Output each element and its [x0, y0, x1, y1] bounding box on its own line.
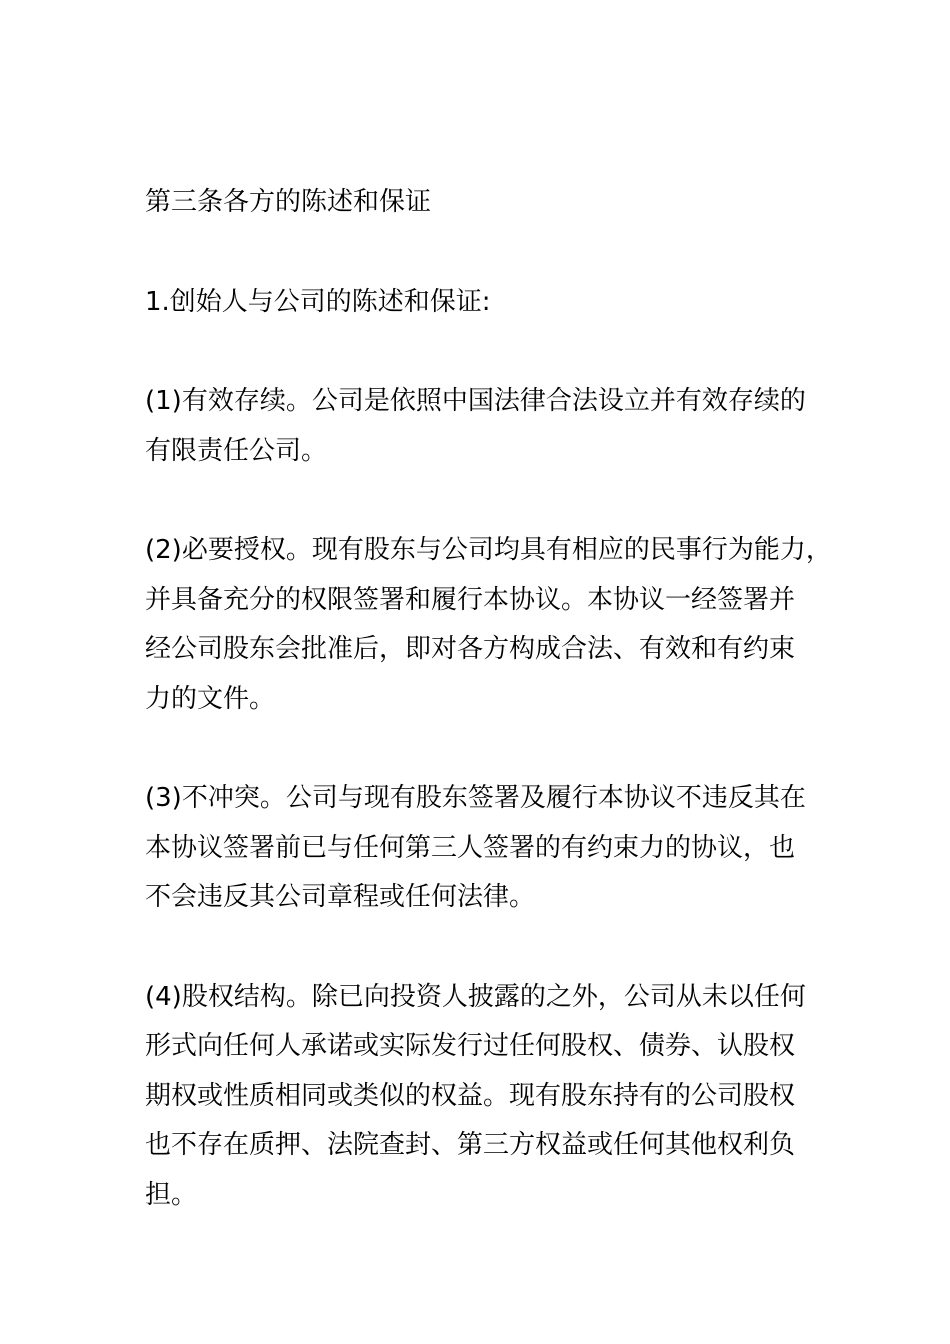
- clause-1-4-equity-structure: (4)股权结构。除已向投资人披露的之外，公司从未以任何 形式向任何人承诺或实际发行过任何股权、债券、认股权 期权或性质相同或类似的权益。现有股东持有的公司股权 也不存在质押、法院查封、第三方权益或任何其他权利负 担。: [145, 981, 806, 1210]
- clause-1-1-valid-existence: (1)有效存续。公司是依照中国法律合法设立并有效存续的 有限责任公司。: [145, 386, 806, 466]
- section-heading: 第三条各方的陈述和保证: [145, 187, 432, 217]
- spacer: [145, 923, 845, 973]
- spacer: [145, 476, 845, 526]
- clause-1-3-no-conflict: (3)不冲突。公司与现有股东签署及履行本协议不违反其在 本协议签署前已与任何第三人签署的有约束力的协议，也 不会违反其公司章程或任何法律。: [145, 783, 806, 912]
- spacer: [145, 327, 845, 377]
- document-page: [145, 178, 845, 1220]
- spacer: [145, 228, 845, 278]
- clause-1-title: 1.创始人与公司的陈述和保证:: [145, 286, 491, 317]
- spacer: [145, 724, 845, 774]
- clause-1-2-authorization: (2)必要授权。现有股东与公司均具有相应的民事行为能力， 并具备充分的权限签署和履行本协议。本协议一经签署并 经公司股东会批准后，即对各方构成合法、有效和有约束 力的文件。: [145, 535, 832, 714]
